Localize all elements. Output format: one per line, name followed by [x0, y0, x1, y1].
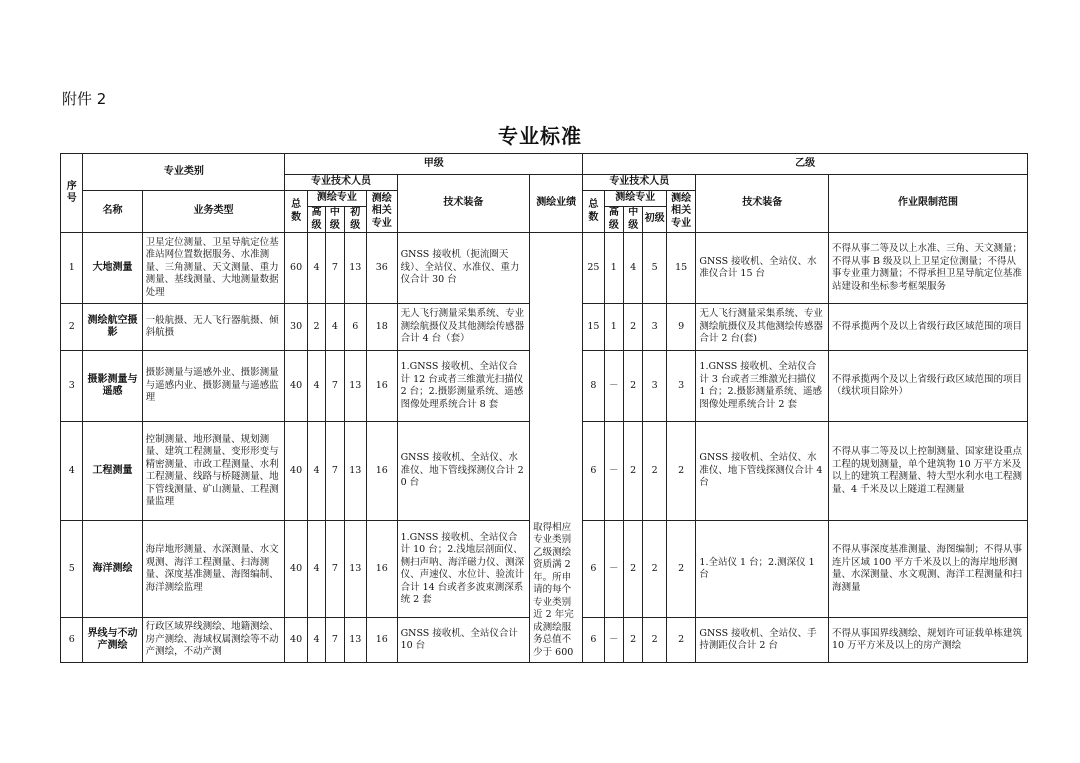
row-a-related: 18	[366, 304, 397, 351]
row-restriction: 不得从事二等及以上水准、三角、天文测量；不得从事 B 级及以上卫星定位测量；不得从事专业重力测量；不得承担卫星导航定位基准站建设和坐标参考框架服务	[829, 233, 1028, 304]
row-b-senior: 1	[604, 233, 623, 304]
row-a-junior: 13	[344, 422, 366, 521]
row-b-related: 9	[666, 304, 696, 351]
row-b-equipment: 1.全站仪 1 台；2.测深仪 1 台	[696, 521, 829, 618]
row-b-senior: －	[604, 422, 623, 521]
header-grade-a: 甲级	[285, 154, 583, 175]
header-b-equipment: 技术装备	[696, 175, 829, 233]
row-a-junior: 13	[344, 521, 366, 618]
row-a-senior: 2	[307, 304, 325, 351]
table-row	[61, 233, 1028, 304]
header-a-tech-staff: 专业技术人员	[285, 175, 397, 191]
row-b-total: 8	[583, 351, 604, 422]
row-no: 6	[61, 618, 83, 663]
row-business: 海岸地形测量、水深测量、水文观测、海洋工程测量、扫海测量、深度基准测量、海图编制、海洋测绘监理	[142, 521, 285, 618]
row-a-senior: 4	[307, 618, 325, 663]
row-a-middle: 7	[326, 233, 344, 304]
row-business: 卫星定位测量、卫星导航定位基准站网位置数据服务、水准测量、三角测量、天文测量、重力测量、基线测量、大地测量数据处理	[142, 233, 285, 304]
header-name: 名称	[83, 191, 142, 233]
row-b-total: 6	[583, 422, 604, 521]
row-b-middle: 4	[624, 233, 643, 304]
header-b-senior: 高级	[604, 207, 623, 233]
row-a-related: 16	[366, 351, 397, 422]
header-seq: 序号	[61, 154, 83, 233]
row-a-related: 36	[366, 233, 397, 304]
row-a-total: 40	[285, 422, 307, 521]
header-grade-b: 乙级	[583, 154, 1028, 175]
page-title: 专业标准	[498, 124, 582, 148]
header-category: 专业类别	[83, 154, 285, 191]
row-a-senior: 4	[307, 521, 325, 618]
row-b-total: 6	[583, 521, 604, 618]
row-a-middle: 7	[326, 422, 344, 521]
row-restriction: 不得从事国界线测绘、规划许可证载单栋建筑 10 万平方米及以上的房产测绘	[829, 618, 1028, 663]
row-a-total: 40	[285, 351, 307, 422]
header-a-junior: 初级	[344, 207, 366, 233]
row-a-total: 40	[285, 521, 307, 618]
row-a-middle: 7	[326, 521, 344, 618]
row-b-junior: 5	[643, 233, 666, 304]
row-b-senior: －	[604, 351, 623, 422]
row-a-junior: 13	[344, 351, 366, 422]
row-b-middle: 2	[624, 351, 643, 422]
row-a-total: 60	[285, 233, 307, 304]
row-business: 控制测量、地形测量、规划测量、建筑工程测量、变形形变与精密测量、市政工程测量、水利工程测量、线路与桥隧测量、地下管线测量、矿山测量、工程测量监理	[142, 422, 285, 521]
header-a-performance: 测绘业绩	[530, 175, 583, 233]
row-a-equipment: GNSS 接收机、全站仪合计 10 台	[397, 618, 530, 663]
row-restriction: 不得从事二等及以上控制测量、国家建设重点工程的规划测量，单个建筑物 10 万平方米及以上的建筑工程测量、特大型水利水电工程测量、4 千米及以上隧道工程测量	[829, 422, 1028, 521]
header-business-type: 业务类型	[142, 191, 285, 233]
row-name: 海洋测绘	[83, 521, 142, 618]
row-a-total: 40	[285, 618, 307, 663]
header-a-survey-major: 测绘专业	[307, 191, 366, 207]
row-a-equipment: GNSS 接收机（扼流圈天线）、全站仪、水准仪、重力仪合计 30 台	[397, 233, 530, 304]
header-a-middle: 中级	[326, 207, 344, 233]
row-b-junior: 3	[643, 304, 666, 351]
row-a-equipment: 无人飞行测量采集系统、专业测绘航摄仪及其他测绘传感器合计 4 台（套）	[397, 304, 530, 351]
row-b-junior: 2	[643, 618, 666, 663]
row-restriction: 不得承揽两个及以上省级行政区域范围的项目（线状项目除外）	[829, 351, 1028, 422]
row-restriction: 不得从事深度基准测量、海图编制；不得从事连片区域 100 平方千米及以上的海岸地形测量、水深测量、水文观测、海洋工程测量和扫海测量	[829, 521, 1028, 618]
row-no: 4	[61, 422, 83, 521]
row-b-equipment: GNSS 接收机、全站仪、水准仪、地下管线探测仪合计 4 台	[696, 422, 829, 521]
row-name: 工程测量	[83, 422, 142, 521]
header-b-total: 总数	[583, 191, 604, 233]
header-b-survey-major: 测绘专业	[604, 191, 666, 207]
standards-table	[60, 153, 1028, 663]
row-business: 一般航摄、无人飞行器航摄、倾斜航摄	[142, 304, 285, 351]
row-b-senior: －	[604, 618, 623, 663]
row-business: 摄影测量与遥感外业、摄影测量与遥感内业、摄影测量与遥感监理	[142, 351, 285, 422]
header-b-middle: 中级	[624, 207, 643, 233]
row-a-middle: 7	[326, 618, 344, 663]
row-b-junior: 2	[643, 521, 666, 618]
row-name: 界线与不动产测绘	[83, 618, 142, 663]
row-restriction: 不得承揽两个及以上省级行政区域范围的项目	[829, 304, 1028, 351]
row-b-equipment: GNSS 接收机、全站仪、水准仪合计 15 台	[696, 233, 829, 304]
row-a-middle: 4	[326, 304, 344, 351]
row-b-equipment: GNSS 接收机、全站仪、手持测距仪合计 2 台	[696, 618, 829, 663]
row-a-junior: 6	[344, 304, 366, 351]
attachment-label: 附件 2	[62, 90, 107, 108]
row-b-middle: 2	[624, 521, 643, 618]
performance-note: 取得相应专业类别乙级测绘资质满 2 年。所申请的每个专业类别近 2 年完成测绘服务总值不少于 600	[530, 233, 583, 663]
header-b-restriction: 作业限制范围	[829, 175, 1028, 233]
row-b-middle: 2	[624, 618, 643, 663]
header-a-related: 测绘相关专业	[366, 191, 397, 233]
row-b-middle: 2	[624, 422, 643, 521]
row-b-total: 6	[583, 618, 604, 663]
row-b-senior: 1	[604, 304, 623, 351]
header-b-tech-staff: 专业技术人员	[583, 175, 696, 191]
row-no: 2	[61, 304, 83, 351]
row-a-related: 16	[366, 618, 397, 663]
row-a-senior: 4	[307, 233, 325, 304]
row-a-related: 16	[366, 422, 397, 521]
row-no: 1	[61, 233, 83, 304]
row-no: 3	[61, 351, 83, 422]
row-a-senior: 4	[307, 351, 325, 422]
row-name: 大地测量	[83, 233, 142, 304]
header-b-related: 测绘相关专业	[666, 191, 696, 233]
row-a-equipment: 1.GNSS 接收机、全站仪合计 12 台或者三维激光扫描仪 2 台；2.摄影测量系统、遥感图像处理系统合计 8 套	[397, 351, 530, 422]
row-b-equipment: 无人飞行测量采集系统、专业测绘航摄仪及其他测绘传感器合计 2 台(套)	[696, 304, 829, 351]
header-a-total: 总数	[285, 191, 307, 233]
row-b-related: 2	[666, 521, 696, 618]
row-a-total: 30	[285, 304, 307, 351]
row-b-junior: 2	[643, 422, 666, 521]
row-no: 5	[61, 521, 83, 618]
row-a-senior: 4	[307, 422, 325, 521]
row-b-related: 2	[666, 422, 696, 521]
row-b-related: 15	[666, 233, 696, 304]
row-a-junior: 13	[344, 233, 366, 304]
row-a-related: 16	[366, 521, 397, 618]
row-a-middle: 7	[326, 351, 344, 422]
row-name: 测绘航空摄影	[83, 304, 142, 351]
header-a-senior: 高级	[307, 207, 325, 233]
row-b-total: 25	[583, 233, 604, 304]
row-b-equipment: 1.GNSS 接收机、全站仪合计 3 台或者三维激光扫描仪 1 台；2.摄影测量系统、遥感图像处理系统合计 2 套	[696, 351, 829, 422]
row-b-related: 2	[666, 618, 696, 663]
row-business: 行政区域界线测绘、地籍测绘、房产测绘、海域权属测绘等不动产测绘，不动产测	[142, 618, 285, 663]
row-b-total: 15	[583, 304, 604, 351]
header-b-junior: 初级	[643, 207, 666, 233]
row-name: 摄影测量与遥感	[83, 351, 142, 422]
row-b-related: 3	[666, 351, 696, 422]
row-a-equipment: GNSS 接收机、全站仪、水准仪、地下管线探测仪合计 20 台	[397, 422, 530, 521]
row-b-senior: －	[604, 521, 623, 618]
header-a-equipment: 技术装备	[397, 175, 530, 233]
row-a-equipment: 1.GNSS 接收机、全站仪合计 10 台；2.浅地层剖面仪、侧扫声呐、海洋磁力仪、测深仪、声速仪、水位计、验流计合计 14 台或者多波束测深系统 2 套	[397, 521, 530, 618]
row-b-junior: 3	[643, 351, 666, 422]
row-a-junior: 13	[344, 618, 366, 663]
row-b-middle: 2	[624, 304, 643, 351]
